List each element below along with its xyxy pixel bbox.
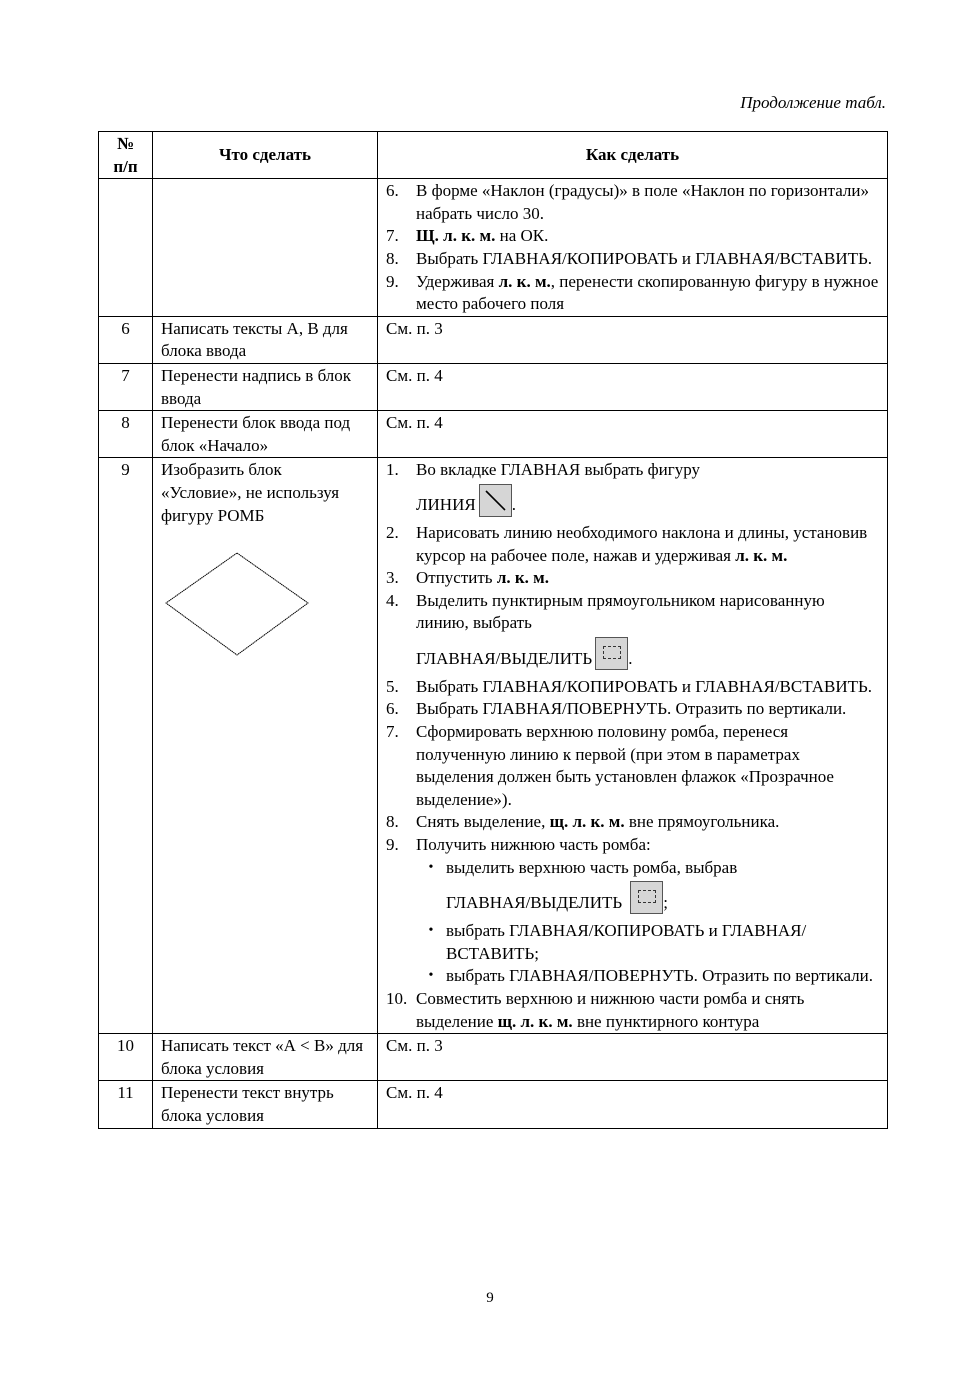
table-row-11 [99, 1081, 888, 1128]
step-rest: на ОК. [495, 226, 549, 246]
step-bold: л. к. м. [498, 271, 551, 291]
step-number: 7. [386, 226, 399, 246]
num-cell: 6 [99, 316, 153, 363]
header-what: Что сделать [153, 132, 378, 179]
bullet-icon: • [428, 968, 434, 984]
step-number: 8. [386, 812, 399, 832]
step-part: Удерживая [416, 271, 499, 291]
step-part: Во вкладке ГЛАВНАЯ выбрать фигуру [416, 460, 701, 480]
step-number: 2. [386, 522, 399, 542]
what-cell [153, 458, 378, 1034]
how-cell [378, 179, 888, 317]
step-text: Сформировать верхнюю половину ромба, перенеся полученную линию к первой (при этом в параметрах выделения должен быть установлен флажок «Прозрачное выделение»). [416, 722, 834, 809]
step-number: 6. [386, 181, 399, 201]
how-cell: См. п. 3 [378, 316, 888, 363]
step-number: 9. [386, 835, 399, 855]
num-cell: 10 [99, 1034, 153, 1081]
num-cell: 7 [99, 363, 153, 410]
table-row-8 [99, 411, 888, 458]
step-part: Совместить верхнюю и нижнюю части ромба и снять выделение [416, 989, 805, 1031]
step-part: Нарисовать линию необходимого наклона и длины, установив курсор на рабочее поле, нажав и удерживая [416, 522, 868, 565]
how-cell: См. п. 4 [378, 1081, 888, 1128]
how-cell: См. п. 4 [378, 363, 888, 410]
step-part: Отпустить [416, 568, 497, 588]
step-part: , перенести скопированную фигуру в нужное место рабочего поля [416, 271, 879, 314]
step-text [416, 834, 879, 988]
step-bold: щ. л. к. м. [497, 1011, 573, 1031]
what-cell: Перенести текст внутрь блока условия [153, 1081, 378, 1128]
step-number: 4. [386, 590, 399, 610]
step-text [416, 225, 879, 248]
step-part: . [628, 648, 633, 668]
step-number: 6. [386, 699, 399, 719]
step-part: вне прямоугольника. [624, 812, 780, 832]
table-row-10 [99, 1034, 888, 1081]
step-part: Снять выделение, [416, 812, 550, 832]
table-header-row [99, 132, 888, 179]
what-cell [153, 179, 378, 317]
select-tool-icon [630, 881, 663, 914]
step-text [416, 522, 879, 567]
what-cell: Перенести блок ввода под блок «Начало» [153, 411, 378, 458]
step-text: Выбрать ГЛАВНАЯ/ПОВЕРНУТЬ. Отразить по вертикали. [416, 699, 847, 719]
bullet-text [446, 857, 879, 921]
step-part: Получить нижнюю часть ромба: [416, 835, 651, 855]
step-bold: щ. л. к. м. [549, 812, 625, 832]
what-cell: Написать текст «А < В» для блока условия [153, 1034, 378, 1081]
table-row [99, 179, 888, 317]
bullet-icon: • [428, 923, 434, 939]
step-bold: л. к. м. [496, 568, 549, 588]
step-bold: Щ. л. к. м. [416, 226, 496, 246]
what-text: Изобразить блок «Условие», не используя фигуру РОМБ [161, 460, 340, 525]
page-number: 9 [486, 1290, 494, 1306]
step-text [416, 988, 879, 1033]
step-number: 10. [386, 989, 408, 1008]
step-text [416, 590, 879, 676]
bullet-part: ; [663, 893, 668, 913]
what-cell: Перенести надпись в блок ввода [153, 363, 378, 410]
num-cell: 8 [99, 411, 153, 458]
step-number: 9. [386, 271, 399, 291]
step-text [416, 811, 879, 834]
step-part: . [511, 494, 516, 514]
step-text [416, 271, 879, 316]
header-how: Как сделать [378, 132, 888, 179]
table-row-7 [99, 363, 888, 410]
table-continuation-caption: Продолжение табл. [740, 93, 886, 112]
step-text: Выбрать ГЛАВНАЯ/КОПИРОВАТЬ и ГЛАВНАЯ/ВСТАВИТЬ. [416, 248, 873, 268]
step-text [416, 567, 879, 590]
select-tool-icon [595, 637, 628, 670]
num-cell: 9 [99, 458, 153, 1034]
bullet-icon: • [428, 859, 434, 875]
step-number: 7. [386, 722, 399, 742]
step-number: 8. [386, 248, 399, 268]
step-part: ЛИНИЯ [416, 494, 476, 514]
instructions-table [98, 131, 888, 1129]
bullet-text: выбрать ГЛАВНАЯ/КОПИРОВАТЬ и ГЛАВНАЯ/ВСТАВИТЬ; [446, 921, 807, 963]
rhombus-diagram [162, 549, 312, 659]
step-text: В форме «Наклон (градусы)» в поле «Наклон по горизонтали» набрать число 30. [416, 181, 869, 223]
how-cell [378, 458, 888, 1034]
header-num: № п/п [99, 132, 153, 179]
how-cell: См. п. 3 [378, 1034, 888, 1081]
bullet-text: выбрать ГЛАВНАЯ/ПОВЕРНУТЬ. Отразить по вертикали. [446, 966, 873, 986]
line-tool-icon [479, 484, 512, 517]
step-part: Выделить пунктирным прямоугольником нарисованную линию, выбрать [416, 590, 825, 633]
step-part: ГЛАВНАЯ/ВЫДЕЛИТЬ [416, 648, 593, 668]
table-row-9 [99, 458, 888, 1034]
num-cell: 11 [99, 1081, 153, 1128]
table-row-6 [99, 316, 888, 363]
step-part: вне пунктирного контура [572, 1011, 760, 1031]
what-cell: Написать тексты А, В для блока ввода [153, 316, 378, 363]
step-bold: л. к. м. [735, 545, 788, 565]
step-number: 5. [386, 676, 399, 696]
step-text: Выбрать ГЛАВНАЯ/КОПИРОВАТЬ и ГЛАВНАЯ/ВСТАВИТЬ. [416, 676, 873, 696]
bullet-part: ГЛАВНАЯ/ВЫДЕЛИТЬ [446, 893, 623, 913]
bullet-part: выделить верхнюю часть ромба, выбрав [446, 857, 738, 877]
step-number: 1. [386, 460, 399, 480]
num-cell [99, 179, 153, 317]
step-number: 3. [386, 568, 399, 588]
step-text [416, 459, 879, 522]
how-cell: См. п. 4 [378, 411, 888, 458]
